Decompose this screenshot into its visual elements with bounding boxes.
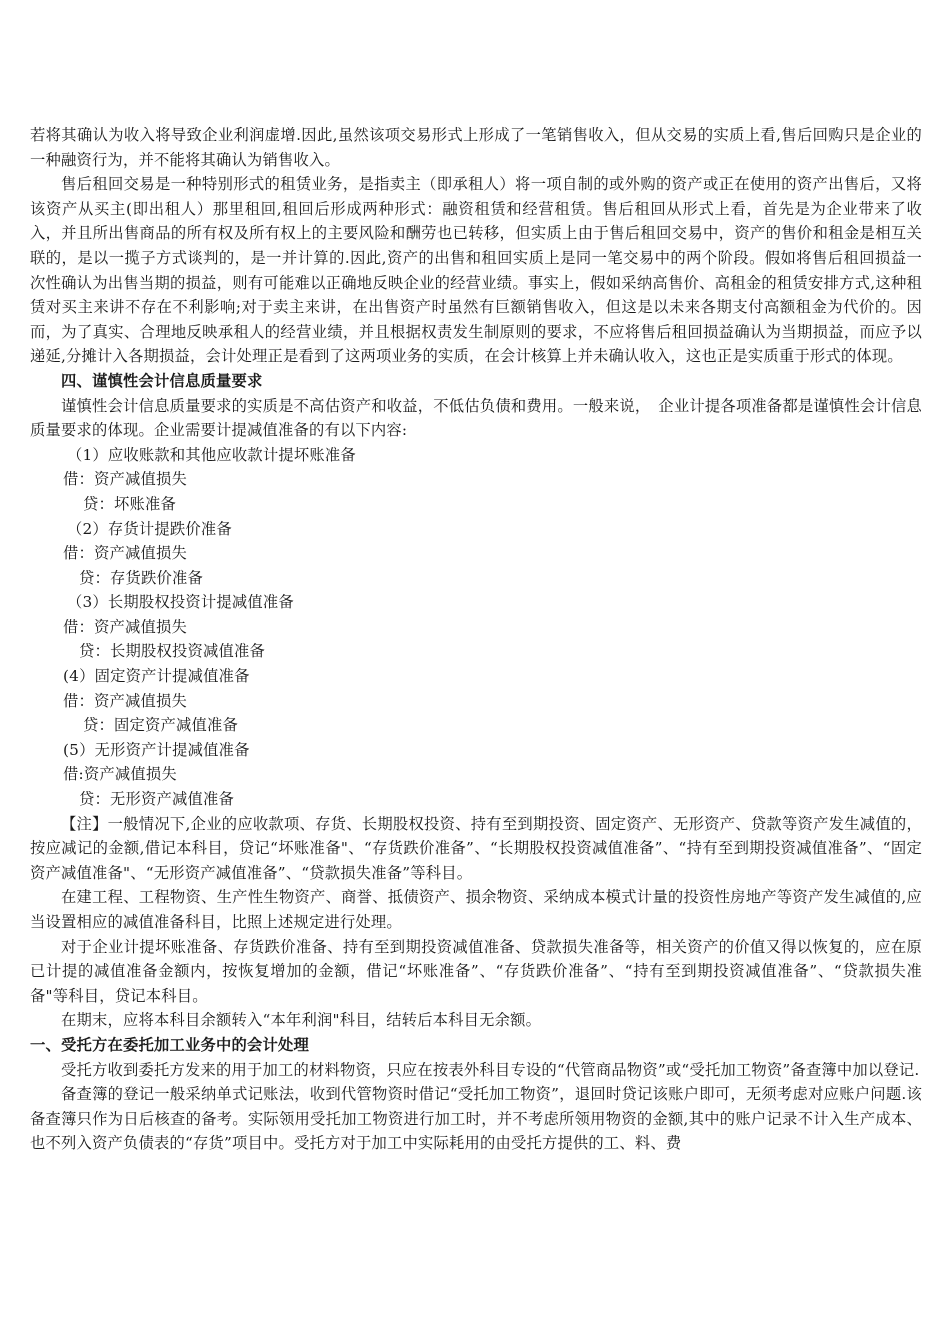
- entry-title: （2）存货计提跌价准备: [67, 519, 232, 538]
- entry-title: （1）应收账款和其他应收款计提坏账准备: [67, 445, 356, 464]
- section-heading: 一、受托方在委托加工业务中的会计处理: [30, 1035, 309, 1054]
- entry-title: (5）无形资产计提减值准备: [63, 740, 250, 759]
- entry-title: （3）长期股权投资计提减值准备: [67, 593, 294, 612]
- paragraph: 在建工程、工程物资、生产性生物资产、商誉、抵债资产、损余物资、采纳成本模式计量的投资性房地产等资产发生减值的,应当设置相应的减值准备科目，比照上述规定进行处理。: [30, 888, 922, 931]
- entry-credit: 贷：无形资产减值准备: [79, 790, 234, 809]
- document-page: [30, 123, 922, 1156]
- paragraph: 售后租回交易是一种特别形式的租赁业务，是指卖主（即承租人）将一项自制的或外购的资产或正在使用的资产出售后，又将该资产从买主(即出租人）那里租回,租回后形成两种形式：融资租赁和经营租赁。售后租回从形式上看，首先是为企业带来了收入，并且所出售商品的所有权及所有权上的主要风险和酬劳也已转移，但实质上由于售后租回交易中，资产的售价和租金是相互关联的，是以一揽子方式谈判的，是一并计算的.因此,资产的出售和租回实质上是同一笔交易中的两个阶段。假如将售后租回损益一次性确认为出售当期的损益，则有可能难以正确地反映企业的经营业绩。事实上，假如采纳高售价、高租金的租赁安排方式,这种租赁对买主来讲不存在不利影响;对于卖主来讲，在出售资产时虽然有巨额销售收入，但这是以未来各期支付高额租金为代价的。因而，为了真实、合理地反映承租人的经营业绩，并且根据权责发生制原则的要求，不应将售后租回损益确认为当期损益，而应予以递延,分摊计入各期损益，会计处理正是看到了这两项业务的实质，在会计核算上并未确认收入，这也正是实质重于形式的体现。: [30, 175, 922, 366]
- paragraph: 受托方收到委托方发来的用于加工的材料物资，只应在按表外科目专设的“代管商品物资”或“受托加工物资”备查簿中加以登记.: [61, 1060, 920, 1079]
- paragraph: 在期末，应将本科目余额转入“本年利润"科目，结转后本科目无余额。: [61, 1011, 542, 1030]
- paragraph: 对于企业计提坏账准备、存货跌价准备、持有至到期投资减值准备、贷款损失准备等，相关资产的价值又得以恢复的，应在原已计提的减值准备金额内，按恢复增加的金额，借记“坏账准备”、“存货跌价准备”、“持有至到期投资减值准备”、“贷款损失准备"等科目，贷记本科目。: [30, 937, 922, 1005]
- entry-credit: 贷：坏账准备: [83, 494, 176, 513]
- entry-debit: 借：资产减值损失: [63, 691, 187, 710]
- paragraph: 若将其确认为收入将导致企业利润虚增.因此,虽然该项交易形式上形成了一笔销售收入，但从交易的实质上看,售后回购只是企业的一种融资行为，并不能将其确认为销售收入。: [30, 126, 922, 169]
- entry-debit: 借：资产减值损失: [63, 544, 187, 563]
- entry-debit: 借：资产减值损失: [63, 617, 187, 636]
- paragraph: 备查簿的登记一般采纳单式记账法，收到代管物资时借记“受托加工物资”，退回时贷记该账户即可，无须考虑对应账户问题.该备查簿只作为日后核查的备考。实际领用受托加工物资进行加工时，并不考虑所领用物资的金额,其中的账户记录不计入生产成本、也不列入资产负债表的“存货”项目中。受托方对于加工中实际耗用的由受托方提供的工、料、费: [30, 1085, 922, 1153]
- paragraph: 谨慎性会计信息质量要求的实质是不高估资产和收益，不低估负债和费用。一般来说， 企业计提各项准备都是谨慎性会计信息质量要求的体现。企业需要计提减值准备的有以下内容:: [30, 396, 922, 440]
- section-heading: 四、谨慎性会计信息质量要求: [61, 371, 263, 390]
- note-paragraph: 【注】一般情况下,企业的应收款项、存货、长期股权投资、持有至到期投资、固定资产、无形资产、贷款等资产发生减值的，按应减记的金额,借记本科目，贷记“坏账准备"、“存货跌价准备”、“长期股权投资减值准备”、“持有至到期投资减值准备”、“固定资产减值准备"、“无形资产减值准备”、“贷款损失准备”等科目。: [30, 814, 922, 882]
- entry-credit: 贷：固定资产减值准备: [83, 716, 238, 735]
- entry-credit: 贷：存货跌价准备: [79, 568, 203, 587]
- entry-credit: 贷：长期股权投资减值准备: [79, 642, 265, 661]
- entry-debit: 借:资产减值损失: [63, 765, 177, 784]
- entry-debit: 借：资产减值损失: [63, 470, 187, 489]
- entry-title: (4）固定资产计提减值准备: [63, 667, 250, 686]
